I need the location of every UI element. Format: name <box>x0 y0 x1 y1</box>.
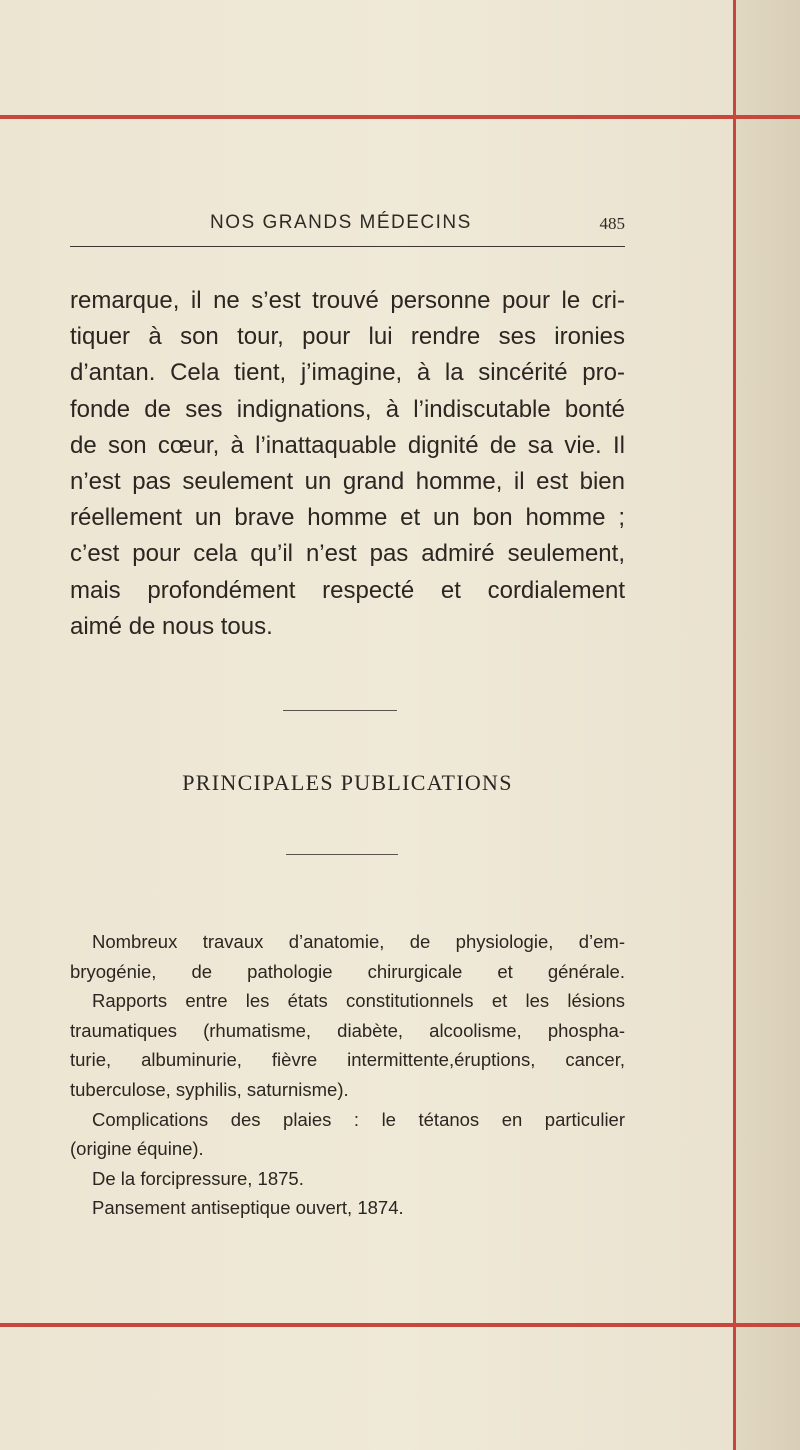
body-line: mais profondément respecté et cordialement <box>70 576 625 604</box>
publication-line: Pansement antiseptique ouvert, 1874. <box>92 1197 404 1219</box>
body-line: tiquer à son tour, pour lui rendre ses ironies <box>70 323 625 351</box>
publication-line: turie, albuminurie, fièvre intermittente,éruptions, cancer, <box>70 1049 625 1071</box>
adjacent-page-edge <box>736 0 800 1450</box>
body-line: remarque, il ne s’est trouvé personne pour le cri- <box>70 287 625 314</box>
publication-line: traumatiques (rhumatisme, diabète, alcoolisme, phospha- <box>70 1019 625 1041</box>
publication-line: (origine équine). <box>70 1138 204 1160</box>
body-line: de son cœur, à l’inattaquable dignité de sa vie. Il <box>70 431 625 459</box>
publication-line: De la forcipressure, 1875. <box>92 1167 304 1189</box>
publication-line: Complications des plaies : le tétanos en particulier <box>92 1108 625 1130</box>
publication-line: Nombreux travaux d’anatomie, de physiologie, d’em- <box>92 931 625 952</box>
red-border-top <box>0 115 800 119</box>
body-paragraph <box>70 283 625 645</box>
red-border-bottom <box>0 1323 800 1327</box>
running-title: NOS GRANDS MÉDECINS <box>210 212 472 233</box>
header-rule <box>70 246 625 247</box>
body-line: aimé de nous tous. <box>70 612 273 640</box>
separator-rule <box>286 854 398 855</box>
body-line: n’est pas seulement un grand homme, il est bien <box>70 468 625 496</box>
separator-rule <box>283 710 397 711</box>
publication-line: tuberculose, syphilis, saturnisme). <box>70 1078 349 1100</box>
body-line: fonde de ses indignations, à l’indiscutable bonté <box>70 395 625 423</box>
body-line: réellement un brave homme et un bon homme ; <box>70 504 625 532</box>
body-line: c’est pour cela qu’il n’est pas admiré seulement, <box>70 540 625 568</box>
red-border-right <box>733 0 736 1450</box>
page-number: 485 <box>599 214 625 233</box>
running-head <box>70 212 625 240</box>
publication-line: Rapports entre les états constitutionnels et les lésions <box>92 990 625 1012</box>
publications-list <box>70 927 625 1223</box>
body-line: d’antan. Cela tient, j’imagine, à la sincérité pro- <box>70 359 625 387</box>
publication-line: bryogénie, de pathologie chirurgicale et générale. <box>70 960 625 982</box>
section-heading: PRINCIPALES PUBLICATIONS <box>182 770 513 795</box>
